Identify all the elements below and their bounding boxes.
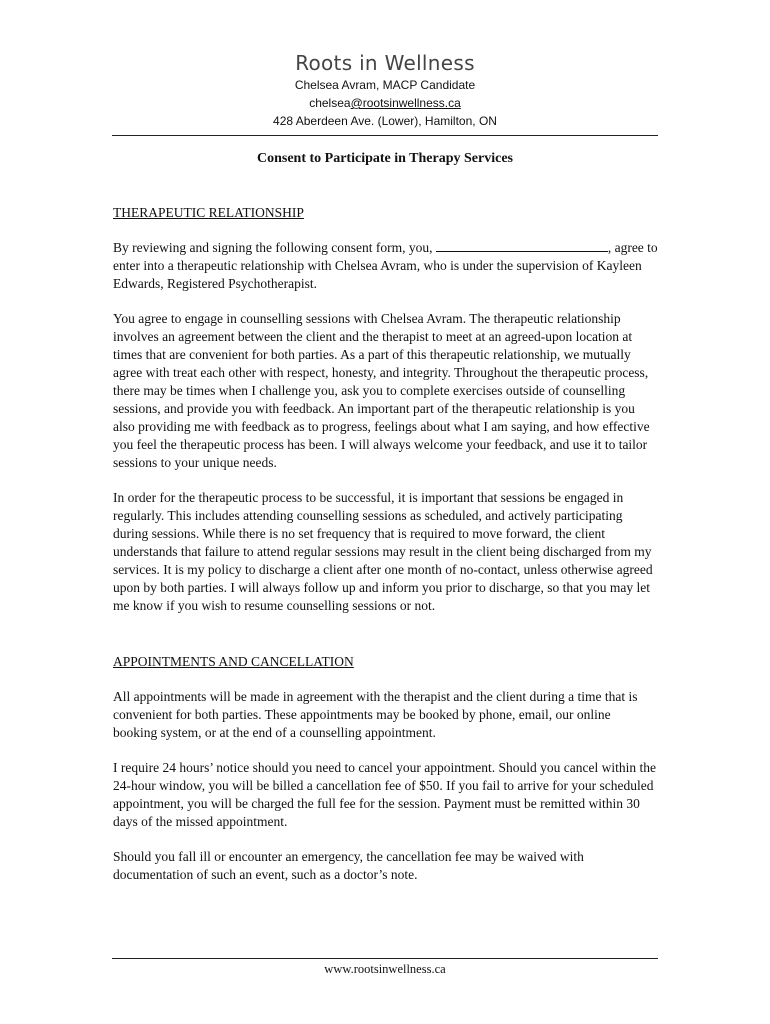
footer-website[interactable]: www.rootsinwellness.ca (324, 962, 446, 976)
document-body (113, 204, 658, 901)
brand-name: Roots in Wellness (295, 51, 475, 75)
consent-text-end: , agree to enter into a therapeutic relationship with Chelsea Avram, who is under the supervision of Kayleen Edwards, Registered Psychotherapist. (113, 240, 658, 291)
header-divider (112, 135, 658, 136)
client-name-blank[interactable] (436, 239, 608, 252)
paragraph-emergency: Should you fall ill or encounter an emergency, the cancellation fee may be waived with documentation of such an event, such as a doctor’s note. (113, 849, 584, 882)
paragraph-cancellation: I require 24 hours’ notice should you need to cancel your appointment. Should you cancel within the 24-hour window, you will be billed a cancellation fee of $50. If you fail to arrive for your scheduled appointment, you will be charged the full fee for the session. Payment must be remitted within 30 days of the missed appointment. (113, 760, 656, 829)
email-link[interactable]: @rootsinwellness.ca (350, 96, 461, 110)
paragraph-engagement: You agree to engage in counselling sessions with Chelsea Avram. The therapeutic relationship involves an agreement between the client and the therapist to meet at an agreed-upon location at times that are convenient for both parties. As a part of this therapeutic relationship, we mutually agree with treat each other with respect, honesty, and integrity. Throughout the therapeutic process, there may be times when I challenge you, ask you to complete exercises outside of counselling sessions, and provide you with feedback. An important part of the therapeutic relationship is you also providing me with feedback as to progress, feelings about what I am saying, and how effective you feel the therapeutic process has been. I will always welcome your feedback, and use it to tailor sessions to your unique needs. (113, 311, 650, 470)
letterhead (0, 50, 770, 130)
office-address: 428 Aberdeen Ave. (Lower), Hamilton, ON (273, 114, 497, 128)
email-prefix: chelsea (309, 96, 351, 110)
footer-divider (112, 958, 658, 959)
paragraph-booking: All appointments will be made in agreement with the therapist and the client during a time that is convenient for both parties. These appointments may be booked by phone, email, our online booking system, or at the end of a counselling appointment. (113, 689, 638, 740)
section-heading-appointments: APPOINTMENTS AND CANCELLATION (113, 654, 354, 669)
section-heading-therapeutic: THERAPEUTIC RELATIONSHIP (113, 205, 304, 220)
contact-email (0, 94, 770, 112)
document-title: Consent to Participate in Therapy Services (257, 151, 513, 166)
consent-text-start: By reviewing and signing the following consent form, you, (113, 240, 433, 255)
therapist-name: Chelsea Avram, MACP Candidate (294, 78, 476, 92)
paragraph-attendance: In order for the therapeutic process to be successful, it is important that sessions be engaged in regularly. This includes attending counselling sessions as scheduled, and actively participating during sessions. While there is no set frequency that is required to move forward, the client understands that failure to attend regular sessions may result in the client being discharged from my services. It is my policy to discharge a client after one month of no-contact, unless otherwise agreed upon by both parties. I will always follow up and inform you prior to discharge, so that you may let me know if you wish to resume counselling sessions or not. (113, 490, 653, 613)
paragraph-consent (113, 239, 658, 293)
